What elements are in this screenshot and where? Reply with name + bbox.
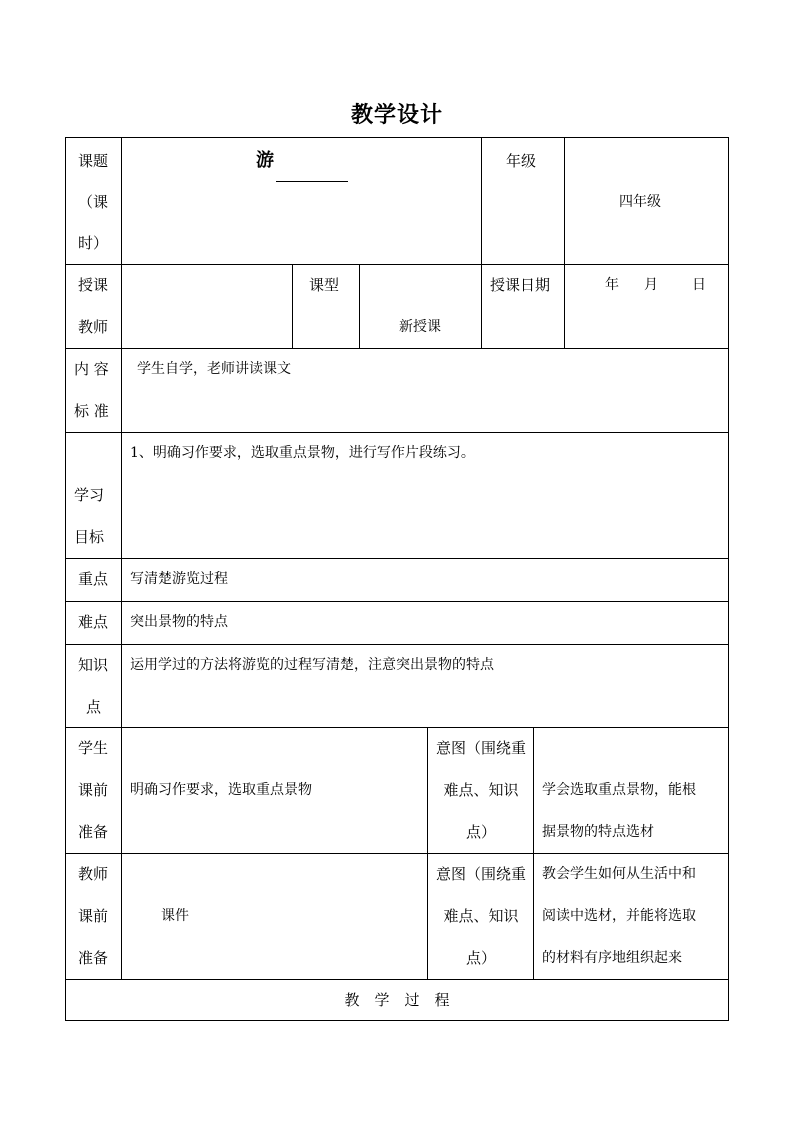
lesson-date-label: 授课日期 xyxy=(490,276,551,294)
key-point-value: 写清楚游览过程 xyxy=(130,571,228,587)
topic-label-line: （课 xyxy=(78,193,109,211)
lesson-type-value: 新授课 xyxy=(399,319,441,335)
teacher-intent-value-line: 的材料有序地组织起来 xyxy=(542,950,682,966)
grade-label: 年级 xyxy=(506,152,537,170)
lesson-plan-table xyxy=(65,137,729,1021)
column-divider xyxy=(121,138,122,979)
teacher-prep-value: 课件 xyxy=(161,908,189,924)
goals-label-line: 目标 xyxy=(74,528,105,546)
student-intent-label-line: 意图（围绕重 xyxy=(435,739,526,757)
teacher-intent-label-line: 意图（围绕重 xyxy=(435,865,526,883)
topic-label-line: 课题 xyxy=(78,152,109,170)
column-divider xyxy=(481,138,482,348)
student-intent-value-line: 据景物的特点选材 xyxy=(542,824,654,840)
date-day: 日 xyxy=(692,277,706,293)
student-intent-label-line: 点） xyxy=(465,823,496,841)
teacher-label-line: 授课 xyxy=(78,276,109,294)
teacher-intent-value-line: 阅读中选材，并能将选取 xyxy=(542,908,696,924)
teacher-intent-label-line: 难点、知识 xyxy=(443,907,519,925)
column-divider xyxy=(564,138,565,348)
column-divider xyxy=(292,264,293,348)
teacher-label-line: 教师 xyxy=(78,318,109,336)
date-year: 年 xyxy=(605,277,619,293)
lesson-type-label: 课型 xyxy=(309,276,340,294)
content-value: 学生自学，老师讲读课文 xyxy=(137,361,291,377)
content-label-line: 内 容 xyxy=(74,360,109,378)
student-prep-label-line: 学生 xyxy=(78,739,109,757)
teacher-prep-label-line: 课前 xyxy=(78,907,109,925)
student-intent-value-line: 学会选取重点景物，能根 xyxy=(542,782,696,798)
student-intent-label-line: 难点、知识 xyxy=(443,781,519,799)
difficulty-label: 难点 xyxy=(78,613,109,631)
teacher-intent-value-line: 教会学生如何从生活中和 xyxy=(542,866,696,882)
key-point-label: 重点 xyxy=(78,570,109,588)
row-divider xyxy=(66,264,728,265)
knowledge-label-line: 知识 xyxy=(78,656,109,674)
row-divider xyxy=(66,727,728,728)
topic-value xyxy=(256,140,348,182)
goals-value: 1、明确习作要求，选取重点景物，进行写作片段练习。 xyxy=(130,445,475,461)
page-title: 教学设计 xyxy=(350,103,443,128)
teaching-process-heading: 教 学 过 程 xyxy=(344,991,450,1009)
grade-value: 四年级 xyxy=(619,194,661,210)
knowledge-label-line: 点 xyxy=(86,698,102,716)
student-prep-label-line: 准备 xyxy=(78,823,109,841)
content-label-line: 标 准 xyxy=(74,402,109,420)
teacher-intent-label-line: 点） xyxy=(465,949,496,967)
topic-text: 游 xyxy=(256,150,274,171)
goals-label-line: 学习 xyxy=(74,486,105,504)
date-month: 月 xyxy=(644,277,658,293)
teacher-prep-label-line: 教师 xyxy=(78,865,109,883)
topic-label-line: 时） xyxy=(78,234,109,252)
student-prep-label-line: 课前 xyxy=(78,781,109,799)
topic-blank-underline xyxy=(276,159,348,182)
column-divider xyxy=(359,264,360,348)
knowledge-value: 运用学过的方法将游览的过程写清楚，注意突出景物的特点 xyxy=(130,657,494,673)
teacher-prep-label-line: 准备 xyxy=(78,949,109,967)
student-prep-value: 明确习作要求，选取重点景物 xyxy=(130,782,312,798)
difficulty-value: 突出景物的特点 xyxy=(130,614,228,630)
